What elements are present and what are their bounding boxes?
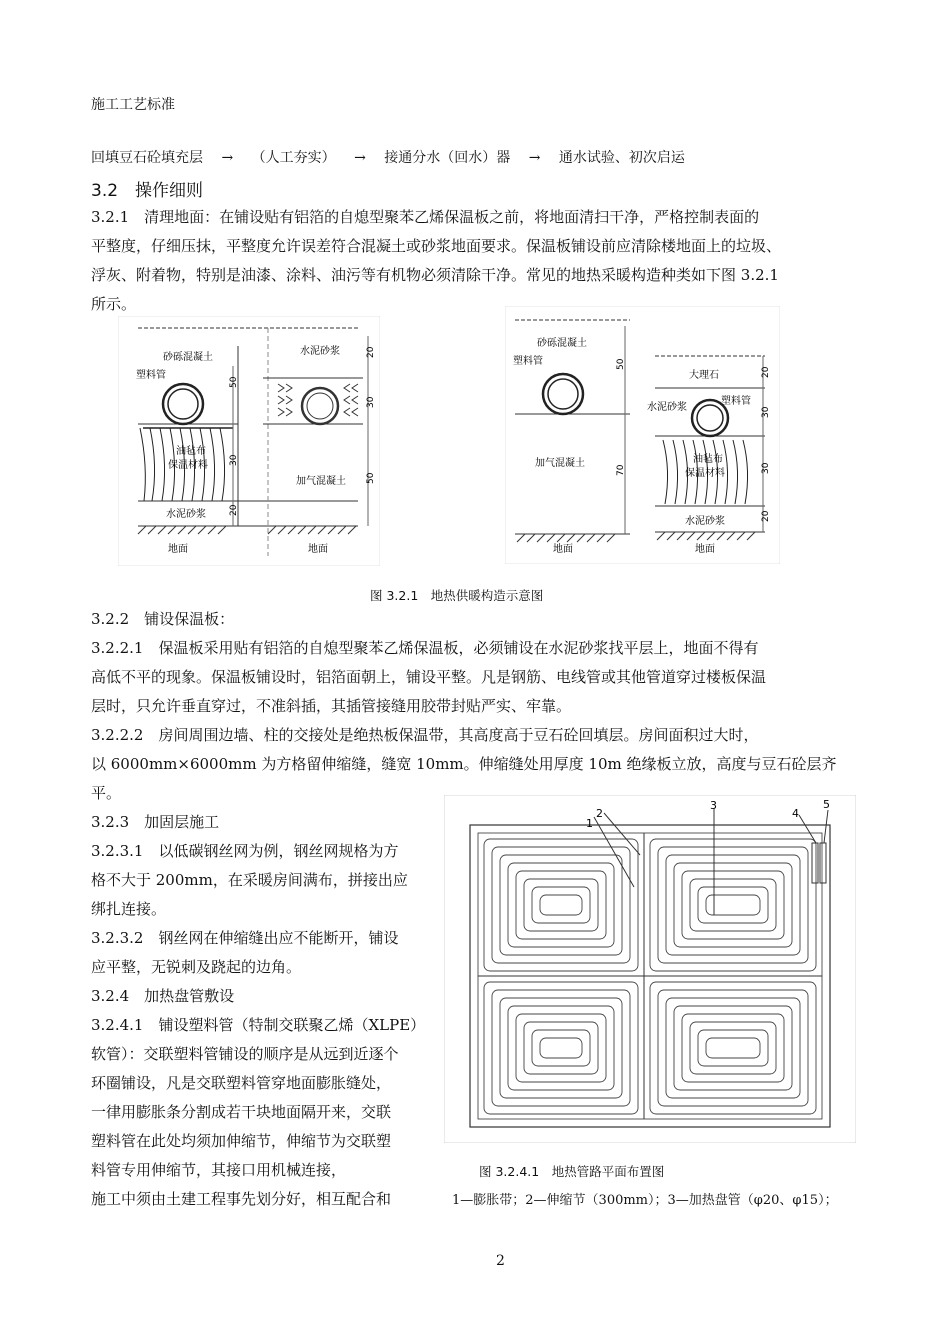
dimension-label: 20 (761, 510, 771, 522)
layer-label: 水泥砂浆 (647, 402, 687, 413)
layer-label: 加气混凝土 (535, 458, 585, 469)
paragraph-line: 平。 (91, 784, 122, 802)
paragraph-line: 施工中须由土建工程事先划分好，相互配合和 (91, 1190, 392, 1208)
layer-label: 大理石 (689, 370, 719, 381)
paragraph-line: 绑扎连接。 (91, 900, 167, 918)
flow-arrow: → (221, 150, 234, 166)
dimension-label: 50 (366, 472, 376, 484)
callout-number: 1 (586, 817, 593, 830)
callout-number: 4 (792, 807, 799, 820)
page-number: 2 (496, 1253, 505, 1269)
dimension-label: 50 (229, 376, 239, 388)
flow-step: 接通分水（回水）器 (384, 150, 511, 166)
flow-step: 通水试验、初次启运 (558, 150, 685, 166)
figure-caption: 图 3.2.4.1 地热管路平面布置图 (479, 1164, 665, 1179)
pipe-layout-figure (444, 795, 856, 1143)
figure-caption: 图 3.2.1 地热供暖构造示意图 (370, 588, 544, 603)
paragraph-line: 浮灰、附着物，特别是油漆、涂料、油污等有机物必须清除干净。常见的地热采暖构造种类如下图 3.2.1 (91, 266, 779, 284)
layer-label: 塑料管 (513, 356, 543, 367)
layer-label: 水泥砂浆 (166, 509, 206, 520)
paragraph-line: 3.2.4 加热盘管敷设 (91, 987, 235, 1005)
dimension-label: 30 (229, 454, 239, 466)
layer-label: 保温材料 (685, 468, 725, 479)
layer-label: 地面 (695, 544, 715, 555)
paragraph-line: 格不大于 200mm，在采暖房间满布，拼接出应 (91, 871, 408, 889)
layer-label: 水泥砂浆 (300, 346, 340, 357)
dimension-label: 20 (366, 346, 376, 358)
layer-label: 油毡布 (693, 454, 723, 465)
paragraph-line: 层时，只允许垂直穿过，不准斜插，其插管接缝用胶带封贴严实、牢靠。 (91, 697, 572, 715)
dimension-label: 20 (229, 504, 239, 516)
dimension-label: 30 (366, 396, 376, 408)
layer-label: 砂砾混凝土 (537, 338, 587, 349)
section-heading: 3.2 操作细则 (91, 181, 204, 201)
callout-number: 2 (596, 807, 603, 820)
layer-label: 油毡布 (176, 446, 206, 457)
dimension-label: 70 (616, 464, 626, 476)
layer-label: 加气混凝土 (296, 476, 346, 487)
paragraph-line: 一律用膨胀条分割成若干块地面隔开来，交联 (91, 1103, 392, 1121)
paragraph-line: 3.2.2.1 保温板采用贴有铝箔的自熄型聚苯乙烯保温板，必须铺设在水泥砂浆找平层上，地面不得有 (91, 639, 759, 657)
paragraph-line: 环圈铺设，凡是交联塑料管穿地面膨胀缝处， (91, 1074, 392, 1092)
paragraph-line: 3.2.2.2 房间周围边墙、柱的交接处是绝热板保温带，其高度高于豆石砼回填层。房间面积过大时， (91, 726, 759, 744)
layer-label: 地面 (553, 544, 573, 555)
layer-label: 砂砾混凝土 (163, 352, 213, 363)
flow-step: （人工夯实） (251, 150, 336, 166)
flow-arrow: → (354, 150, 366, 166)
paragraph-line: 3.2.3.2 钢丝网在伸缩缝出应不能断开，铺设 (91, 929, 399, 947)
layer-label: 水泥砂浆 (685, 516, 725, 527)
layer-label: 保温材料 (168, 460, 208, 471)
callout-number: 3 (710, 799, 717, 812)
paragraph-line: 3.2.1 清理地面：在铺设贴有铝箔的自熄型聚苯乙烯保温板之前，将地面清扫干净，严格控制表面的 (91, 208, 760, 226)
layer-label: 地面 (168, 544, 188, 555)
flow-step: 回填豆石砼填充层 (91, 150, 203, 166)
floor-section-figure-a (118, 316, 380, 566)
paragraph-line: 应平整，无锐刺及跷起的边角。 (91, 958, 302, 976)
dimension-label: 50 (616, 358, 626, 370)
figure-note: 1—膨胀带；2—伸缩节（300mm）；3—加热盘管（φ20、φ15）； (452, 1193, 838, 1208)
paragraph-line: 3.2.3 加固层施工 (91, 813, 220, 831)
dimension-label: 30 (761, 462, 771, 474)
dimension-label: 20 (761, 366, 771, 378)
paragraph-line: 3.2.2 铺设保温板： (91, 610, 235, 628)
page-header: 施工工艺标准 (91, 97, 175, 113)
layer-label: 塑料管 (136, 370, 166, 381)
flow-arrow: → (528, 150, 541, 166)
paragraph-line: 软管）：交联塑料管铺设的顺序是从远到近逐个 (91, 1045, 399, 1063)
paragraph-line: 料管专用伸缩节，其接口用机械连接， (91, 1161, 347, 1179)
paragraph-line: 所示。 (91, 295, 137, 313)
process-flow (91, 147, 699, 167)
paragraph-line: 塑料管在此处均须加伸缩节，伸缩节为交联塑 (91, 1132, 392, 1150)
paragraph-line: 以 6000mm×6000mm 为方格留伸缩缝，缝宽 10mm。伸缩缝处用厚度 10m 绝缘板立放，高度与豆石砼层齐 (91, 755, 837, 773)
floor-section-figure-b (505, 306, 780, 564)
dimension-label: 30 (761, 406, 771, 418)
paragraph-line: 高低不平的现象。保温板铺设时，铝箔面朝上，铺设平整。凡是钢筋、电线管或其他管道穿过楼板保温 (91, 668, 767, 686)
paragraph-line: 3.2.3.1 以低碳钢丝网为例，钢丝网规格为方 (91, 842, 399, 860)
layer-label: 地面 (308, 544, 328, 555)
layer-label: 塑料管 (721, 396, 751, 407)
paragraph-line: 平整度，仔细压抹，平整度允许误差符合混凝土或砂浆地面要求。保温板铺设前应清除楼地面上的垃圾、 (91, 237, 782, 255)
callout-number: 5 (823, 798, 830, 811)
paragraph-line: 3.2.4.1 铺设塑料管（特制交联聚乙烯（XLPE） (91, 1016, 426, 1034)
